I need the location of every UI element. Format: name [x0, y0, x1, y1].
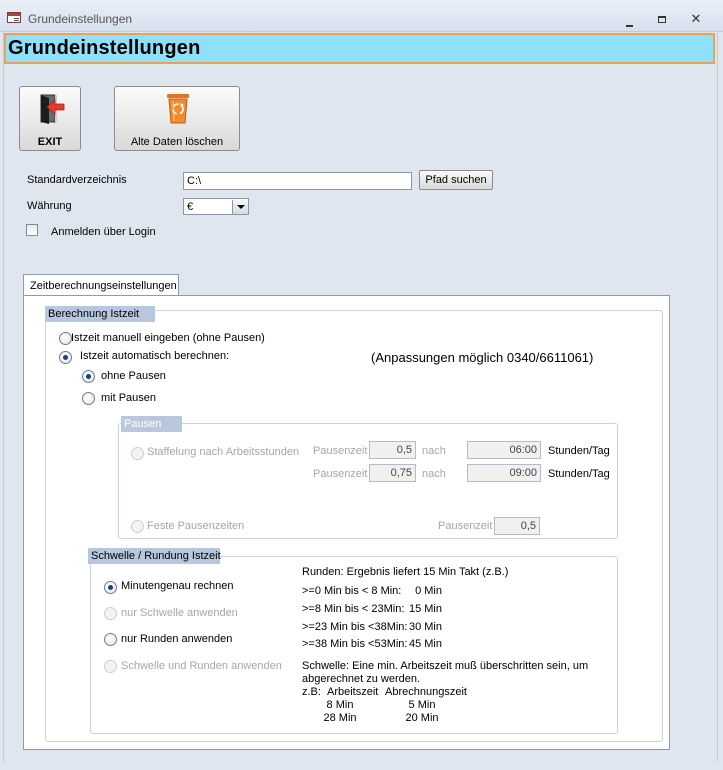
mit-pausen-radio[interactable]	[82, 392, 95, 405]
runden-description: Runden: Ergebnis liefert 15 Min Takt (z.B.)	[302, 566, 509, 578]
minimize-icon	[626, 25, 633, 27]
pausenzeit-2-input[interactable]: 0,75	[369, 464, 416, 482]
pausenzeit-1-label: Pausenzeit	[313, 445, 368, 457]
waehrung-label: Währung	[27, 200, 72, 212]
maximize-button[interactable]	[650, 9, 674, 29]
example-abrechnung-1: 5 Min	[408, 699, 436, 711]
minutengenau-label: Minutengenau rechnen	[121, 580, 234, 592]
login-checkbox[interactable]	[26, 224, 38, 236]
feste-pausenzeit-label: Pausenzeit	[438, 520, 493, 532]
pausenzeit-1-input[interactable]: 0,5	[369, 441, 416, 459]
ohne-pausen-radio[interactable]	[82, 370, 95, 383]
minimize-button[interactable]	[617, 9, 641, 29]
exit-button-label: EXIT	[37, 136, 63, 148]
waehrung-combo[interactable]	[183, 198, 249, 215]
nur-runden-label: nur Runden anwenden	[121, 633, 233, 645]
delete-old-data-button[interactable]	[114, 86, 240, 151]
delete-old-data-label: Alte Daten löschen	[130, 136, 224, 148]
standardverzeichnis-input[interactable]: C:\	[183, 172, 412, 190]
arbeitszeit-1-input[interactable]: 06:00	[467, 441, 541, 459]
runden-range-2: >=8 Min bis < 23Min:	[302, 603, 405, 615]
minutengenau-radio[interactable]	[104, 581, 117, 594]
runden-range-3: >=23 Min bis <38Min:	[302, 621, 408, 633]
page-title: Grundeinstellungen	[8, 37, 201, 59]
schwelle-und-runden-label: Schwelle und Runden anwenden	[121, 660, 282, 672]
runden-result-3: 30 Min	[408, 621, 442, 633]
runden-range-4: >=38 Min bis <53Min:	[302, 638, 408, 650]
feste-pausenzeit-input[interactable]: 0,5	[494, 517, 540, 535]
window-title: Grundeinstellungen	[28, 12, 133, 26]
nur-schwelle-label: nur Schwelle anwenden	[121, 607, 238, 619]
tab-zeitberechnungseinstellungen[interactable]: Zeitberechnungseinstellungen	[23, 274, 179, 296]
schwelle-group-caption: Schwelle / Rundung Istzeit	[88, 548, 220, 564]
nach-1-label: nach	[422, 445, 446, 457]
example-abrechnung-2: 20 Min	[405, 712, 439, 724]
standardverzeichnis-label: Standardverzeichnis	[27, 174, 127, 186]
nur-schwelle-radio[interactable]	[104, 607, 117, 620]
support-note: (Anpassungen möglich 0340/6611061)	[371, 350, 594, 365]
staffelung-radio[interactable]	[131, 447, 144, 460]
feste-pausenzeiten-radio[interactable]	[131, 520, 144, 533]
runden-result-2: 15 Min	[408, 603, 442, 615]
istzeit-auto-label: Istzeit automatisch berechnen:	[80, 350, 230, 362]
istzeit-auto-radio[interactable]	[59, 351, 72, 364]
schwelle-description-2: abgerechnet zu werden.	[302, 673, 421, 685]
form-header	[4, 33, 715, 64]
example-arbeitszeit-1: 8 Min	[326, 699, 354, 711]
istzeit-manual-label: Istzeit manuell eingeben (ohne Pausen)	[71, 332, 265, 344]
mit-pausen-label: mit Pausen	[101, 392, 157, 404]
nach-2-label: nach	[422, 468, 446, 480]
schwelle-und-runden-radio[interactable]	[104, 660, 117, 673]
waehrung-value: €	[187, 201, 194, 213]
nur-runden-radio[interactable]	[104, 633, 117, 646]
example-col-abrechnungszeit: Abrechnungszeit	[385, 686, 467, 698]
maximize-icon	[658, 16, 666, 23]
pfad-suchen-button[interactable]: Pfad suchen	[419, 170, 493, 190]
exit-door-icon	[35, 93, 67, 125]
example-arbeitszeit-2: 28 Min	[323, 712, 357, 724]
chevron-down-icon[interactable]	[232, 200, 248, 214]
feste-pausenzeiten-label: Feste Pausenzeiten	[147, 520, 245, 532]
runden-result-1: 0 Min	[415, 585, 442, 597]
title-bar	[0, 0, 723, 32]
istzeit-group-caption: Berechnung Istzeit	[45, 306, 155, 322]
runden-range-1: >=0 Min bis < 8 Min:	[302, 585, 402, 597]
schwelle-description-1: Schwelle: Eine min. Arbeitszeit muß überschritten sein, um	[302, 660, 589, 672]
example-prefix: z.B:	[302, 686, 321, 698]
login-label: Anmelden über Login	[51, 226, 156, 238]
close-button[interactable]: ✕	[690, 11, 702, 26]
pausenzeit-2-label: Pausenzeit	[313, 468, 368, 480]
recycle-bin-icon	[164, 91, 192, 125]
staffelung-label: Staffelung nach Arbeitsstunden	[147, 446, 300, 458]
ohne-pausen-label: ohne Pausen	[101, 370, 166, 382]
pausen-group-caption: Pausen	[121, 416, 182, 432]
example-col-arbeitszeit: Arbeitszeit	[327, 686, 379, 698]
exit-button[interactable]	[19, 86, 81, 151]
arbeitszeit-2-input[interactable]: 09:00	[467, 464, 541, 482]
unit-1-label: Stunden/Tag	[548, 445, 610, 457]
form-icon	[7, 12, 21, 23]
runden-result-4: 45 Min	[408, 638, 442, 650]
unit-2-label: Stunden/Tag	[548, 468, 610, 480]
